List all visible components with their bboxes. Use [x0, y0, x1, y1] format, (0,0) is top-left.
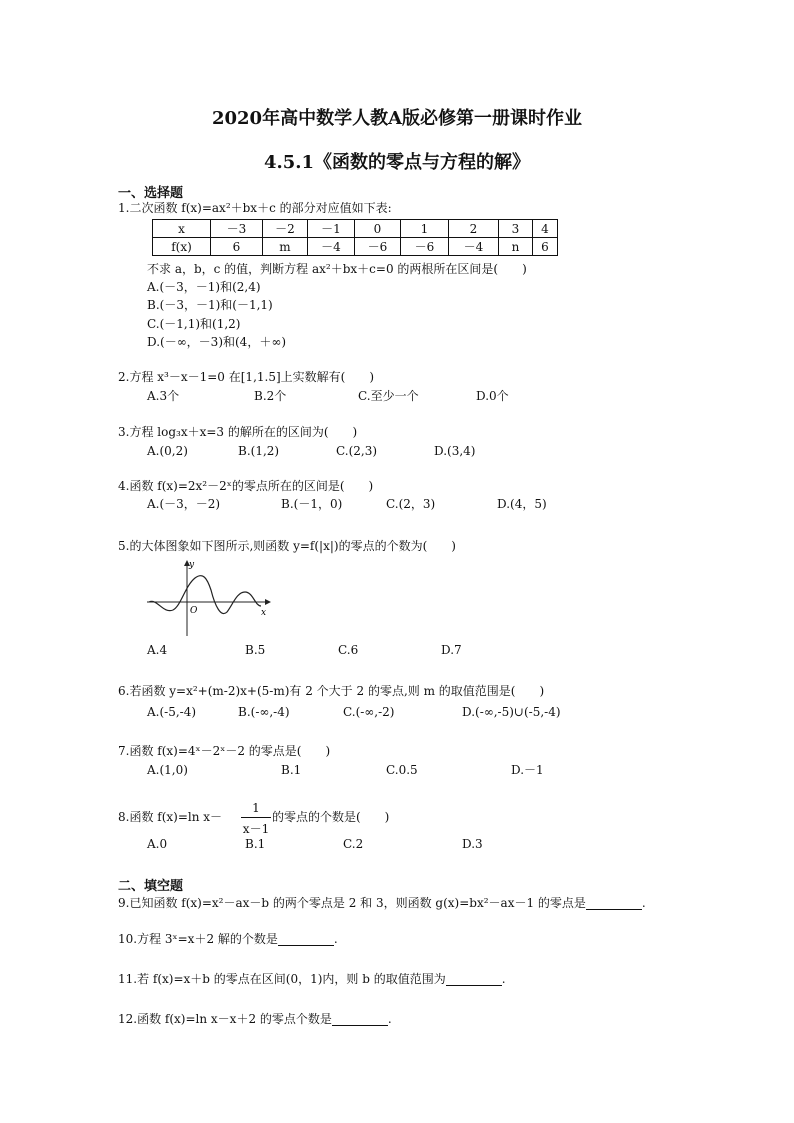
q3-option-d: D.(3,4): [434, 444, 476, 458]
q2-option-d: D.0个: [476, 389, 509, 403]
table-cell: 4: [533, 220, 558, 238]
q4-option-a: A.(－3，－2): [147, 497, 221, 511]
q5-option-a: A.4: [147, 643, 168, 657]
table-cell: －6: [401, 238, 449, 256]
q9-text: 9.已知函数 f(x)=x²－ax－b 的两个零点是 2 和 3，则函数 g(x)=bx²－ax－1 的零点是: [118, 896, 586, 910]
q6-option-c: C.(-∞,-2): [343, 705, 395, 719]
page-subtitle: 4.5.1《函数的零点与方程的解》: [263, 152, 531, 173]
q10-answer-blank[interactable]: [278, 933, 334, 946]
table-cell: m: [263, 238, 308, 256]
q11-answer-blank[interactable]: [446, 973, 502, 986]
q12-text: 12.函数 f(x)=ln x－x＋2 的零点个数是: [118, 1012, 332, 1026]
table-cell: 3: [499, 220, 533, 238]
q3-stem: 3.方程 log₃x＋x=3 的解所在的区间为( ): [118, 425, 358, 439]
table-cell: 0: [355, 220, 401, 238]
table-cell: －2: [263, 220, 308, 238]
table-cell: 1: [401, 220, 449, 238]
q3-option-a: A.(0,2): [147, 444, 188, 458]
q7-option-d: D.－1: [511, 763, 544, 777]
q3-option-c: C.(2,3): [336, 444, 378, 458]
q8-stem-suffix: 的零点的个数是( ): [272, 810, 390, 824]
x-axis-label: x: [261, 608, 267, 618]
q4-stem: 4.函数 f(x)=2x²－2ˣ的零点所在的区间是( ): [118, 479, 374, 493]
q6-option-b: B.(-∞,-4): [238, 705, 290, 719]
q1-question: 不求 a，b，c 的值，判断方程 ax²＋bx＋c=0 的两根所在区间是( ): [147, 262, 527, 276]
q12-period: .: [387, 1012, 392, 1026]
q4-option-b: B.(－1，0): [281, 497, 343, 511]
page-title: 2020年高中数学人教A版必修第一册课时作业: [211, 108, 583, 129]
q10-line: [118, 932, 338, 946]
q11-text: 11.若 f(x)=x＋b 的零点在区间(0，1)内，则 b 的取值范围为: [118, 972, 446, 986]
q4-option-d: D.(4，5): [497, 497, 547, 511]
q7-option-b: B.1: [281, 763, 302, 777]
table-cell: －1: [308, 220, 355, 238]
q12-answer-blank[interactable]: [332, 1013, 388, 1026]
table-cell: 6: [533, 238, 558, 256]
x-axis-arrow-icon: [265, 599, 271, 605]
q5-stem: 5.的大体图象如下图所示,则函数 y=f(|x|)的零点的个数为( ): [118, 539, 456, 553]
table-cell: 6: [211, 238, 263, 256]
table-cell: －3: [211, 220, 263, 238]
q2-option-a: A.3个: [147, 389, 180, 403]
table-row-x: [153, 220, 558, 238]
q7-stem: 7.函数 f(x)=4ˣ－2ˣ－2 的零点是( ): [118, 744, 331, 758]
q6-stem: 6.若函数 y=x²+(m-2)x+(5-m)有 2 个大于 2 的零点,则 m 的取值范围是( ): [118, 684, 545, 698]
table-cell: n: [499, 238, 533, 256]
q1-option-c: C.(－1,1)和(1,2): [147, 317, 241, 331]
q8-option-d: D.3: [462, 837, 483, 851]
q1-option-d: D.(－∞，－3)和(4，＋∞): [147, 335, 286, 349]
table-row-fx: [153, 238, 558, 256]
q5-option-c: C.6: [338, 643, 359, 657]
q10-period: .: [333, 932, 338, 946]
q8-option-c: C.2: [343, 837, 364, 851]
q1-option-b: B.(－3，－1)和(－1,1): [147, 298, 273, 312]
table-cell: －4: [308, 238, 355, 256]
table-cell: 2: [449, 220, 499, 238]
q8-stem-prefix: 8.函数 f(x)=ln x－: [118, 810, 223, 824]
q8-option-a: A.0: [147, 837, 168, 851]
q4-option-c: C.(2，3): [386, 497, 436, 511]
q8-option-b: B.1: [245, 837, 266, 851]
q3-option-b: B.(1,2): [238, 444, 280, 458]
q7-option-a: A.(1,0): [147, 763, 188, 777]
q8-fraction-bar: [241, 817, 271, 818]
q9-answer-blank[interactable]: [586, 897, 642, 910]
q11-line: [118, 972, 506, 986]
q1-value-table: [152, 219, 558, 256]
q6-option-d: D.(-∞,-5)∪(-5,-4): [462, 705, 561, 719]
table-cell: x: [153, 220, 211, 238]
q1-option-a: A.(－3，－1)和(2,4): [147, 280, 261, 294]
q5-function-graph: [143, 556, 275, 638]
y-axis-label: y: [189, 560, 195, 570]
function-curve: [149, 576, 261, 614]
q8-fraction-numerator: 1: [252, 801, 260, 815]
q8-fraction-denominator: x－1: [242, 822, 270, 836]
table-cell: －6: [355, 238, 401, 256]
table-cell: －4: [449, 238, 499, 256]
q11-period: .: [501, 972, 506, 986]
q2-option-b: B.2个: [254, 389, 287, 403]
origin-label: O: [190, 606, 198, 616]
q9-line: [118, 896, 646, 910]
q10-text: 10.方程 3ˣ=x＋2 解的个数是: [118, 932, 278, 946]
q1-stem: 1.二次函数 f(x)=ax²＋bx＋c 的部分对应值如下表:: [118, 201, 392, 215]
q9-period: .: [641, 896, 646, 910]
q6-option-a: A.(-5,-4): [147, 705, 197, 719]
q12-line: [118, 1012, 392, 1026]
q5-option-d: D.7: [441, 643, 462, 657]
section-heading-choice: 一、选择题: [118, 186, 184, 201]
q2-option-c: C.至少一个: [358, 389, 419, 403]
section-heading-fill: 二、填空题: [118, 879, 184, 894]
q7-option-c: C.0.5: [386, 763, 418, 777]
table-cell: f(x): [153, 238, 211, 256]
q5-option-b: B.5: [245, 643, 266, 657]
q2-stem: 2.方程 x³－x－1=0 在[1,1.5]上实数解有( ): [118, 370, 375, 384]
